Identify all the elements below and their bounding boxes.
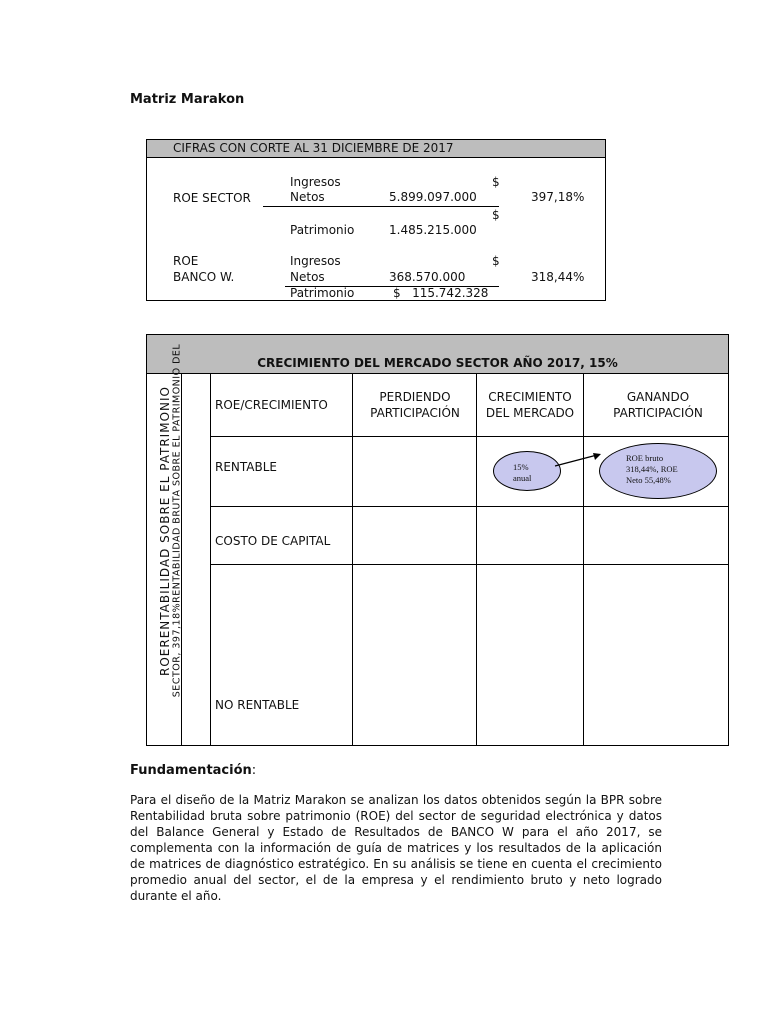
roe-banco-patrimonio-value: $ 115.742.328 — [393, 286, 489, 300]
row-no-rentable: NO RENTABLE — [215, 698, 300, 712]
roe-ellipse-line-3: Neto 55,48% — [626, 475, 671, 485]
section-paragraph: Para el diseño de la Matriz Marakon se analizan los datos obtenidos según la BPR sobre Rentabilidad bruta sobre patrimonio (ROE) del sector de seguridad electrónica y datos del Balance General y Estado de Resultados de BANCO W para el año 2017, se complementa con la información de guía de matrices y los resultados de la aplicación de matrices de diagnóstico estratégico. En su análisis se tiene en cuenta el crecimiento promedio anual del sector, el de la empresa y el rendimiento bruto y neto logrado durante el año. — [130, 793, 662, 903]
column-divider — [583, 373, 584, 746]
growth-ellipse — [493, 451, 561, 491]
section-heading-text: Fundamentación — [130, 763, 252, 778]
roe-sector-ingresos-label: Ingresos — [290, 175, 341, 189]
roe-banco-label-2: BANCO W. — [173, 270, 235, 284]
roe-ellipse-line-1: ROE bruto — [626, 453, 664, 463]
page-title: Matriz Marakon — [130, 92, 245, 107]
column-divider — [476, 373, 477, 746]
roe-banco-netos-label: Netos — [290, 270, 325, 284]
roe-sector-patrimonio-label: Patrimonio — [290, 223, 355, 237]
marakon-matrix — [146, 334, 729, 746]
col-perdiendo: PERDIENDO PARTICIPACIÓN — [370, 390, 460, 420]
roe-sector-netos-label: Netos — [290, 190, 325, 204]
col-roe-crecimiento: ROE/CRECIMIENTO — [215, 398, 328, 412]
roe-sector-result: 397,18% — [531, 190, 585, 204]
column-divider — [210, 373, 211, 746]
roe-banco-ingresos-label: Ingresos — [290, 254, 341, 268]
roe-ellipse — [599, 443, 717, 499]
roe-sector-ingresos-value: 5.899.097.000 — [389, 190, 477, 204]
roe-sector-patrimonio-currency: $ — [492, 208, 500, 222]
roe-banco-patrimonio-label: Patrimonio — [290, 286, 355, 300]
roe-sector-label: ROE SECTOR — [173, 191, 251, 205]
row-divider — [210, 436, 728, 437]
col-ganando: GANANDO PARTICIPACIÓN — [613, 390, 703, 420]
roe-banco-ingresos-value: 368.570.000 — [389, 270, 466, 284]
roe-banco-result: 318,44% — [531, 270, 585, 284]
row-costo-capital: COSTO DE CAPITAL — [215, 534, 331, 548]
roe-sector-patrimonio-value: 1.485.215.000 — [389, 223, 477, 237]
column-divider — [352, 373, 353, 746]
growth-ellipse-line-1: 15% — [513, 462, 529, 472]
roe-banco-label-1: ROE — [173, 254, 199, 268]
arrow-icon — [553, 450, 603, 470]
matrix-header — [147, 335, 728, 374]
inner-vertical-label: SECTOR, 397,18%RENTABILIDAD BRUTA SOBRE EL PATRIMONIO DEL — [171, 343, 183, 698]
outer-vertical-label: ROERENTABILIDAD SOBRE EL PATRIMONIO — [158, 386, 172, 676]
fraction-line — [263, 206, 499, 207]
section-heading — [130, 763, 256, 778]
figures-table — [146, 139, 606, 301]
roe-sector-ingresos-currency: $ — [492, 175, 500, 189]
roe-ellipse-line-2: 318,44%, ROE — [626, 464, 678, 474]
row-divider — [210, 564, 728, 565]
growth-ellipse-line-2: anual — [513, 473, 532, 483]
row-divider — [210, 506, 728, 507]
roe-banco-ingresos-currency: $ — [492, 254, 500, 268]
row-rentable: RENTABLE — [215, 460, 278, 474]
section-heading-colon: : — [251, 763, 257, 778]
col-crecimiento: CRECIMIENTO DEL MERCADO — [485, 390, 575, 420]
figures-table-header: CIFRAS CON CORTE AL 31 DICIEMBRE DE 2017 — [147, 140, 605, 158]
matrix-header-text: CRECIMIENTO DEL MERCADO SECTOR AÑO 2017, 15% — [257, 356, 618, 370]
